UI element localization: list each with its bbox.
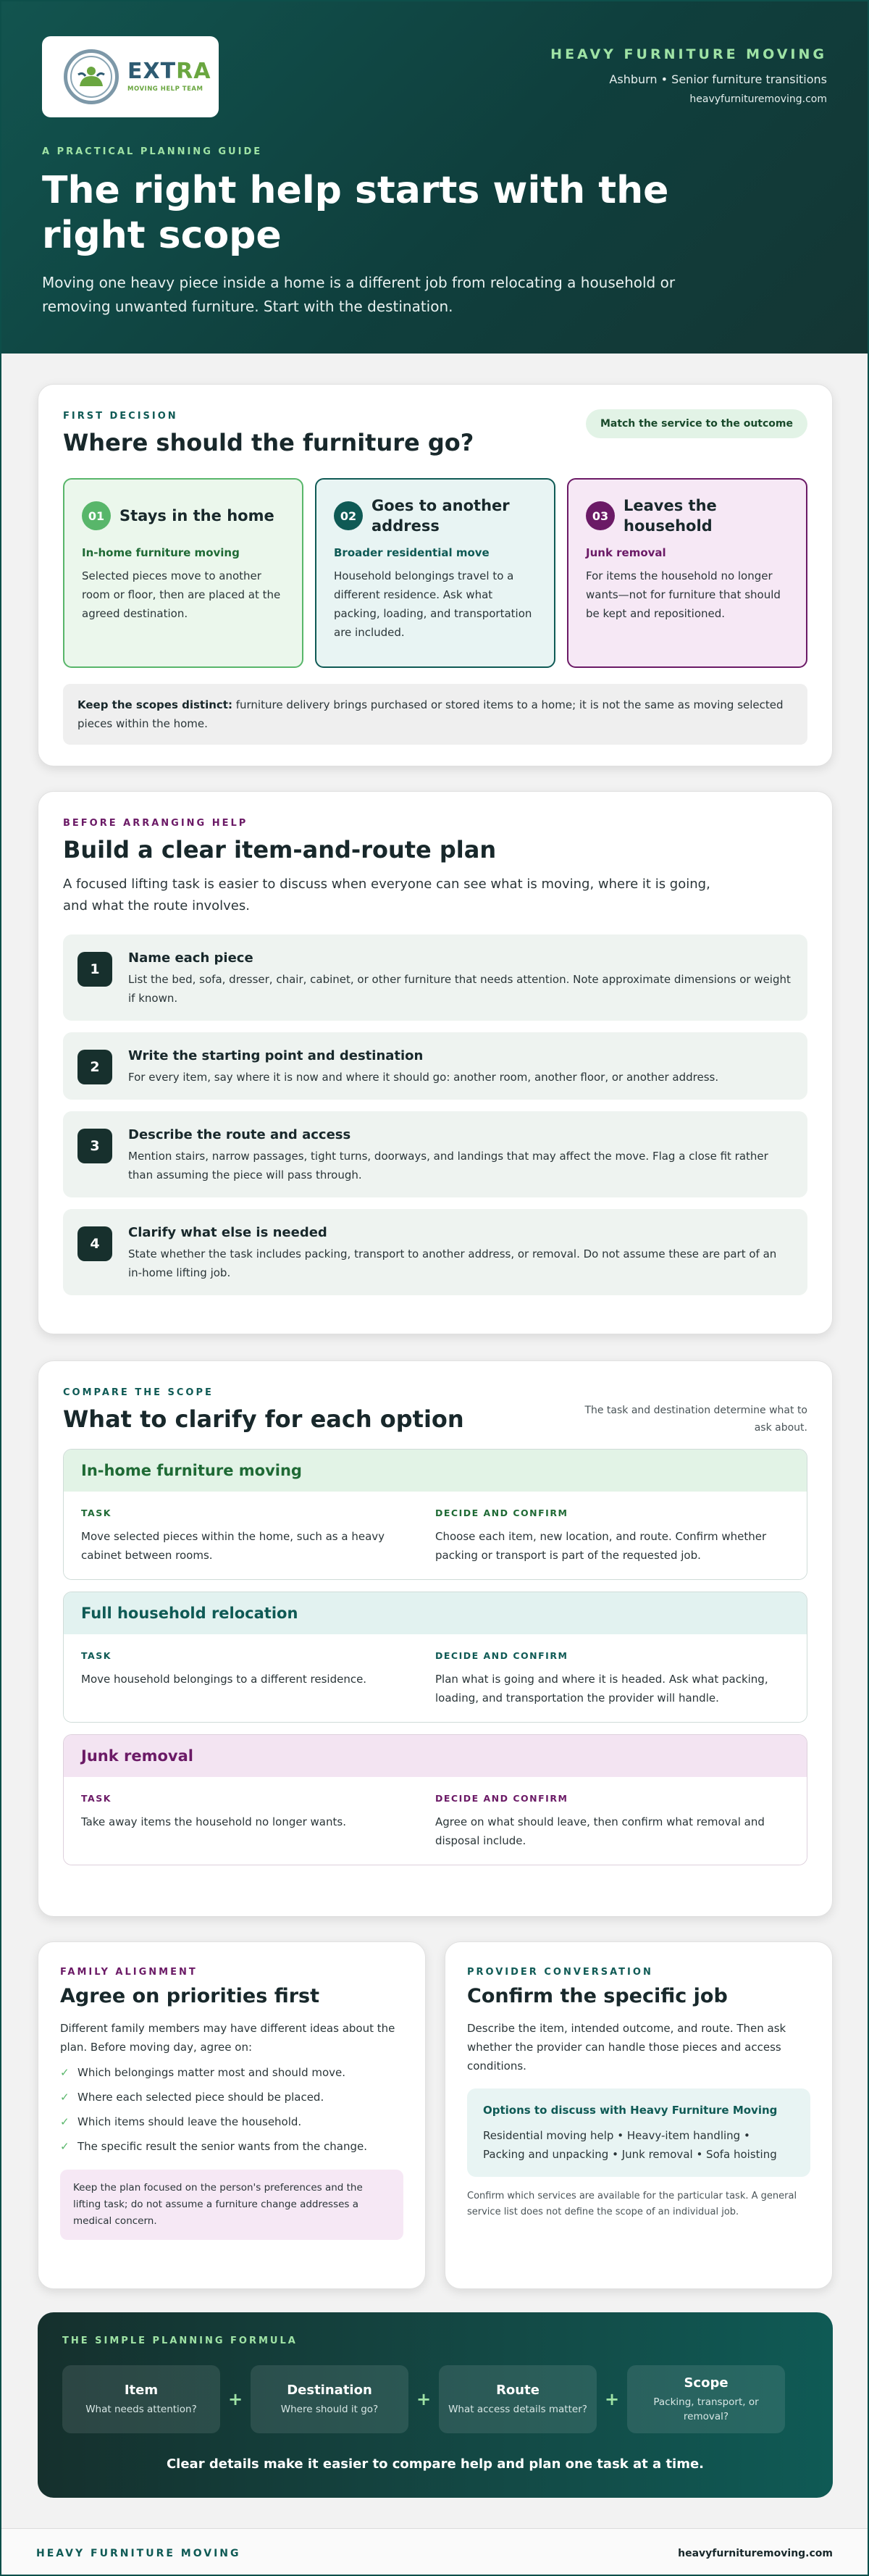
scope-option-junk-removal [63,1734,807,1865]
option-another-address [315,478,555,668]
decide-label: DECIDE AND CONFIRM [435,1507,568,1518]
route-plan-card [38,791,833,1334]
footer [1,2528,868,2576]
step-body: List the bed, sofa, dresser, chair, cabinet, or other furniture that needs attention. Note approximate dimensions or weight if known. [128,973,791,1005]
services-title: Options to discuss with Heavy Furniture Moving [483,2104,778,2117]
decide-text: Choose each item, new location, and route. Confirm whether packing or transport is part of the requested job. [435,1530,767,1562]
decide-text: Plan what is going and where it is headed. Ask what packing, loading, and transportation the provider will handle. [435,1673,768,1705]
section-title: Where should the furniture go? [63,429,474,456]
provider-card [445,1941,833,2289]
provider-fine-print: Confirm which services are available for the particular task. A general service list does not define the scope of an individual job. [467,2191,797,2217]
logo-tagline: MOVING HELP TEAM [127,85,203,93]
decide-label: DECIDE AND CONFIRM [435,1793,568,1804]
scope-option-title: In-home furniture moving [64,1450,807,1492]
section-title: Confirm the specific job [467,1985,728,2007]
services-list: Residential moving help • Heavy-item handling • Packing and unpacking • Junk removal • Sofa hoisting [483,2129,777,2161]
section-eyebrow: FAMILY ALIGNMENT [60,1967,198,1978]
section-lead: A focused lifting task is easier to discuss when everyone can see what is moving, where it is going, and what the route involves. [63,877,710,913]
option-service: Junk removal [586,546,666,559]
services-box [467,2088,810,2177]
section-note: The task and destination determine what to ask about. [584,1405,807,1434]
step-number: 3 [77,1129,112,1163]
option-title: Stays in the home [119,507,274,524]
destination-options [63,478,807,668]
option-leaves-household [567,478,807,668]
scope-note [63,684,807,745]
check-icon: ✓ [60,2066,70,2079]
outcome-pill: Match the service to the outcome [586,409,807,438]
brand-url[interactable]: heavyfurnituremoving.com [689,93,827,105]
plus-icon: + [416,2389,432,2409]
scope-note-text: furniture delivery brings purchased or stored items to a home; it is not the same as moving selected pieces within the home. [77,698,784,730]
plan-step [63,1209,807,1295]
compare-scope-card [38,1360,833,1917]
section-lead: Different family members may have different ideas about the plan. Before moving day, agree on: [60,2022,395,2054]
task-text: Move selected pieces within the home, such as a heavy cabinet between rooms. [81,1530,385,1562]
plus-icon: + [227,2389,243,2409]
formula-term-item: Item What needs attention? [62,2365,220,2433]
list-item: ✓ Which items should leave the household. [60,2113,403,2130]
scope-option-relocation [63,1592,807,1723]
scope-note-lead: Keep the scopes distinct: [77,698,232,711]
task-label: TASK [81,1650,112,1661]
section-eyebrow: COMPARE THE SCOPE [63,1387,214,1398]
brand-location: Ashburn • Senior furniture transitions [609,72,827,86]
brand-block [550,46,827,105]
option-service: Broader residential move [334,546,490,559]
step-number: 4 [77,1226,112,1261]
footer-brand: HEAVY FURNITURE MOVING [36,2547,241,2559]
task-text: Take away items the household no longer wants. [81,1815,346,1828]
hero-lead: Moving one heavy piece inside a home is a different job from relocating a household or removing unwanted furniture. Start with the destination. [42,274,676,315]
step-number: 2 [77,1050,112,1084]
section-eyebrow: THE SIMPLE PLANNING FORMULA [62,2335,298,2346]
option-title: Goes to another address [371,497,510,535]
formula-term-route: Route What access details matter? [439,2365,597,2433]
formula-term-destination: Destination Where should it go? [251,2365,408,2433]
section-title: What to clarify for each option [63,1405,464,1433]
list-item: ✓ The specific result the senior wants from the change. [60,2138,403,2155]
decide-label: DECIDE AND CONFIRM [435,1650,568,1661]
option-number: 02 [334,501,363,530]
formula-summary: Clear details make it easier to compare help and plan one task at a time. [166,2456,705,2472]
step-body: Mention stairs, narrow passages, tight turns, doorways, and landings that may affect the move. Flag a close fit rather than assuming the piece will pass through. [128,1150,768,1182]
check-icon: ✓ [60,2091,70,2104]
section-title: Agree on priorities first [60,1985,320,2007]
plan-step [63,1111,807,1197]
step-title: Describe the route and access [128,1127,351,1142]
moving-team-emblem-icon [64,49,119,104]
option-stays-in-home [63,478,303,668]
step-title: Clarify what else is needed [128,1225,327,1240]
family-alignment-card [38,1941,426,2289]
hero-eyebrow: A PRACTICAL PLANNING GUIDE [42,146,263,157]
check-icon: ✓ [60,2115,70,2128]
hero-title: The right help starts with the right scope [42,169,669,257]
plus-icon: + [604,2389,620,2409]
step-number: 1 [77,952,112,987]
option-description: Household belongings travel to a different residence. Ask what packing, loading, and transportation are included. [334,569,532,639]
option-service: In-home furniture moving [82,546,240,559]
section-lead: Describe the item, intended outcome, and route. Then ask whether the provider can handle those pieces and access conditions. [467,2022,786,2073]
destination-card [38,384,833,766]
list-item: ✓ Where each selected piece should be placed. [60,2088,403,2106]
formula-term-scope: Scope Packing, transport, or removal? [627,2365,785,2433]
option-description: Selected pieces move to another room or floor, then are placed at the agreed destination. [82,569,281,620]
scope-option-title: Full household relocation [64,1592,807,1634]
option-title: Leaves the household [624,497,717,535]
check-icon: ✓ [60,2140,70,2153]
logo[interactable] [42,36,219,117]
list-item: ✓ Which belongings matter most and should move. [60,2064,403,2081]
hero [1,1,868,354]
task-label: TASK [81,1507,112,1518]
section-title: Build a clear item-and-route plan [63,836,497,863]
step-body: State whether the task includes packing, transport to another address, or removal. Do not assume these are part of an in-home lifting job. [128,1247,777,1279]
logo-wordmark: EXTRA [127,59,211,84]
option-description: For items the household no longer wants—not for furniture that should be kept and repositioned. [586,569,781,620]
plan-step [63,1032,807,1100]
task-label: TASK [81,1793,112,1804]
priority-list [60,2064,403,2155]
formula-terms [62,2365,808,2433]
plan-step [63,934,807,1021]
decide-text: Agree on what should leave, then confirm what removal and disposal include. [435,1815,765,1847]
section-eyebrow: PROVIDER CONVERSATION [467,1967,653,1978]
family-note: Keep the plan focused on the person's preferences and the lifting task; do not assume a furniture change addresses a medical concern. [60,2170,403,2240]
step-body: For every item, say where it is now and where it should go: another room, another floor, or another address. [128,1071,719,1084]
planning-formula [38,2312,833,2498]
step-title: Write the starting point and destination [128,1048,424,1063]
scope-option-title: Junk removal [64,1735,807,1777]
scope-option-in-home [63,1449,807,1580]
footer-url[interactable]: heavyfurnituremoving.com [678,2547,833,2559]
step-title: Name each piece [128,950,253,966]
task-text: Move household belongings to a different residence. [81,1673,367,1686]
option-number: 01 [82,501,111,530]
section-eyebrow: FIRST DECISION [63,411,178,422]
option-number: 03 [586,501,615,530]
brand-name: HEAVY FURNITURE MOVING [550,46,827,62]
section-eyebrow: BEFORE ARRANGING HELP [63,818,248,829]
